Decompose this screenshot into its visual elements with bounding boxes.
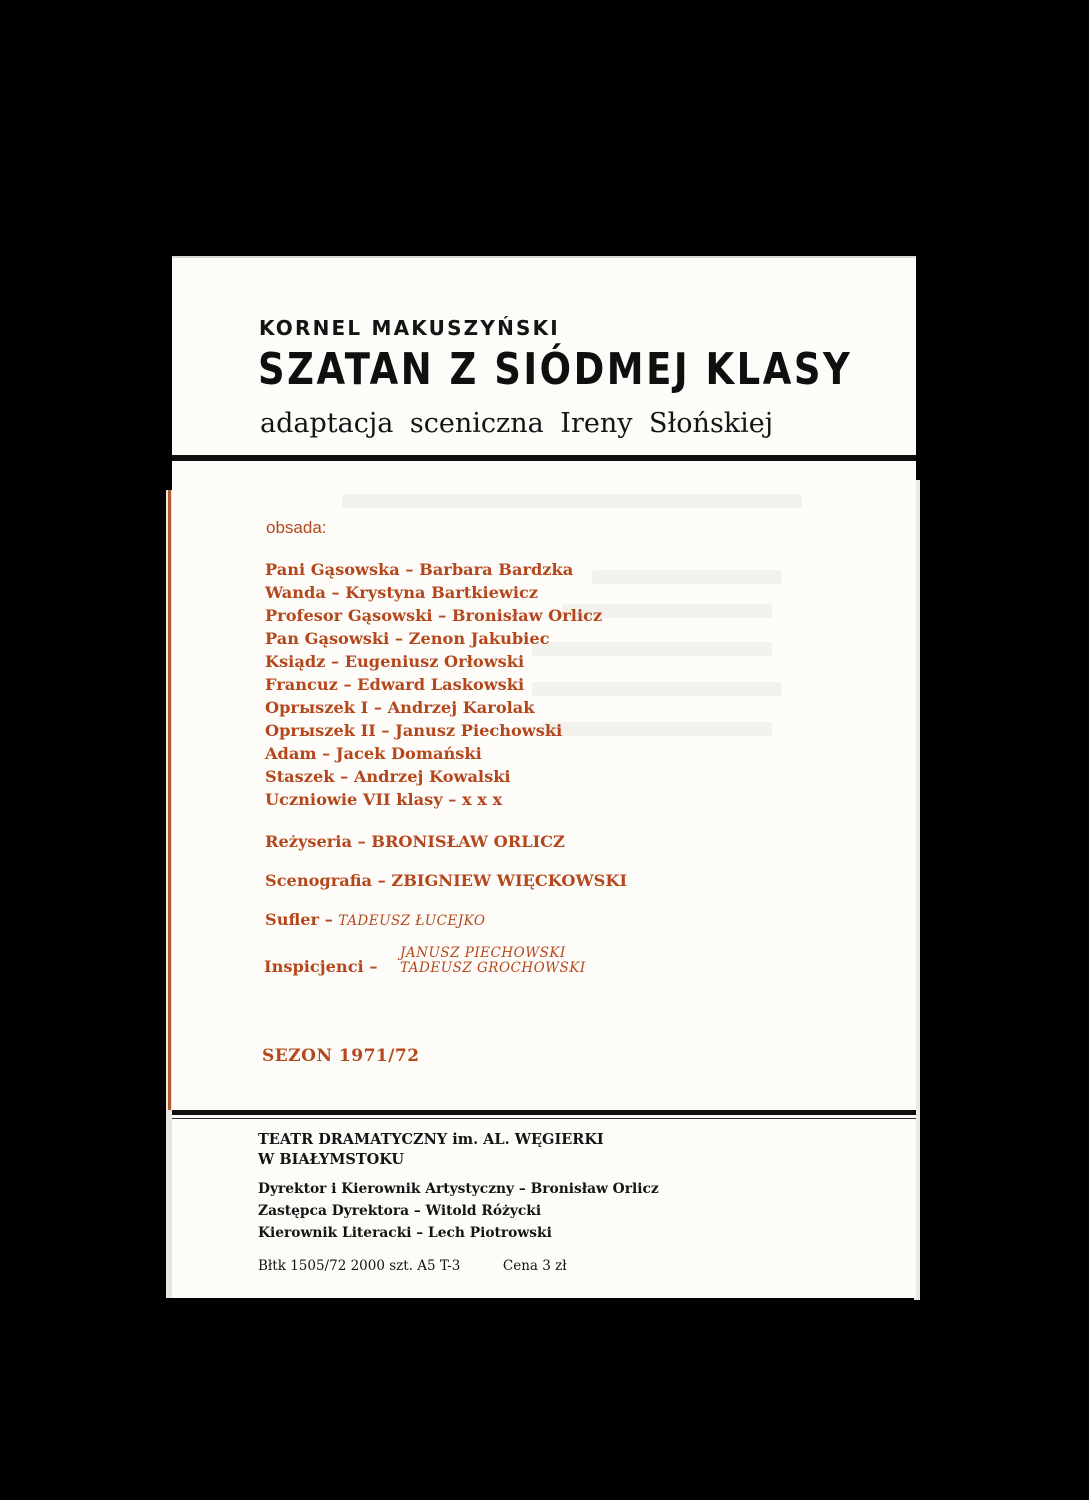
print-info: Błtk 1505/72 2000 szt. A5 T-3	[258, 1258, 461, 1274]
prompter-name: TADEUSZ ŁUCEJKO	[338, 913, 486, 929]
theatre-name: TEATR DRAMATYCZNY im. AL. WĘGIERKI	[258, 1131, 604, 1148]
cast-heading: obsada:	[266, 518, 327, 537]
cast-list-item: Oprыszek II – Janusz Piechowski	[265, 721, 563, 740]
author-name: KORNEL MAKUSZYŃSKI	[259, 316, 560, 340]
season-label: SEZON 1971/72	[262, 1046, 420, 1066]
adaptation-credit: adaptacja sceniczna Ireny Słońskiej	[260, 408, 774, 439]
direction-label: Reżyseria –	[265, 832, 372, 851]
cast-list	[265, 558, 602, 811]
cast-list-item: Ksiądz – Eugeniusz Orłowski	[265, 652, 525, 671]
price: Cena 3 zł	[502, 1258, 567, 1274]
program-page	[172, 258, 916, 1298]
staff-line: Zastępca Dyrektora – Witold Różycki	[258, 1203, 542, 1219]
cast-list-item: Profesor Gąsowski – Bronisław Orlicz	[265, 606, 603, 625]
staff-line: Dyrektor i Kierownik Artystyczny – Bronisław Orlicz	[258, 1181, 659, 1197]
scenography-credit	[265, 871, 627, 890]
print-info-line	[258, 1256, 659, 1276]
cast-list-item: Oprыszek I – Andrzej Karolak	[265, 698, 535, 717]
theatre-city: W BIAŁYMSTOKU	[258, 1151, 405, 1168]
cast-list-item: Francuz – Edward Laskowski	[265, 675, 525, 694]
cast-list-item: Wanda – Krystyna Bartkiewicz	[265, 583, 539, 602]
cast-list-item: Pani Gąsowska – Barbara Bardzka	[265, 560, 574, 579]
theatre-info	[258, 1130, 659, 1276]
scenography-label: Scenografia –	[265, 871, 392, 890]
play-title: SZATAN Z SIÓDMEJ KLASY	[258, 344, 853, 395]
header-divider	[172, 455, 916, 461]
scenographer-name: ZBIGNIEW WIĘCKOWSKI	[391, 871, 628, 890]
stage-managers-names	[400, 946, 586, 976]
stage-manager-name: TADEUSZ GROCHOWSKI	[400, 960, 586, 976]
show-through-mark	[592, 570, 782, 584]
stage-managers-label: Inspicjenci –	[264, 957, 378, 976]
page-left-accent-strip	[168, 490, 171, 1110]
direction-credit	[265, 832, 565, 851]
cast-list-item: Uczniowie VII klasy – x x x	[265, 790, 503, 809]
footer-divider	[172, 1110, 916, 1115]
director-name: BRONISŁAW ORLICZ	[371, 832, 565, 851]
stage-manager-name: JANUSZ PIECHOWSKI	[400, 945, 566, 961]
cast-list-item: Adam – Jacek Domański	[265, 744, 482, 763]
staff-line: Kierownik Literacki – Lech Piotrowski	[258, 1225, 552, 1241]
footer-divider-thin	[172, 1118, 916, 1119]
prompter-credit	[265, 910, 485, 929]
show-through-mark	[342, 494, 802, 508]
cast-list-item: Staszek – Andrzej Kowalski	[265, 767, 511, 786]
cast-list-item: Pan Gąsowski – Zenon Jakubiec	[265, 629, 550, 648]
prompter-label: Sufler –	[265, 910, 339, 929]
